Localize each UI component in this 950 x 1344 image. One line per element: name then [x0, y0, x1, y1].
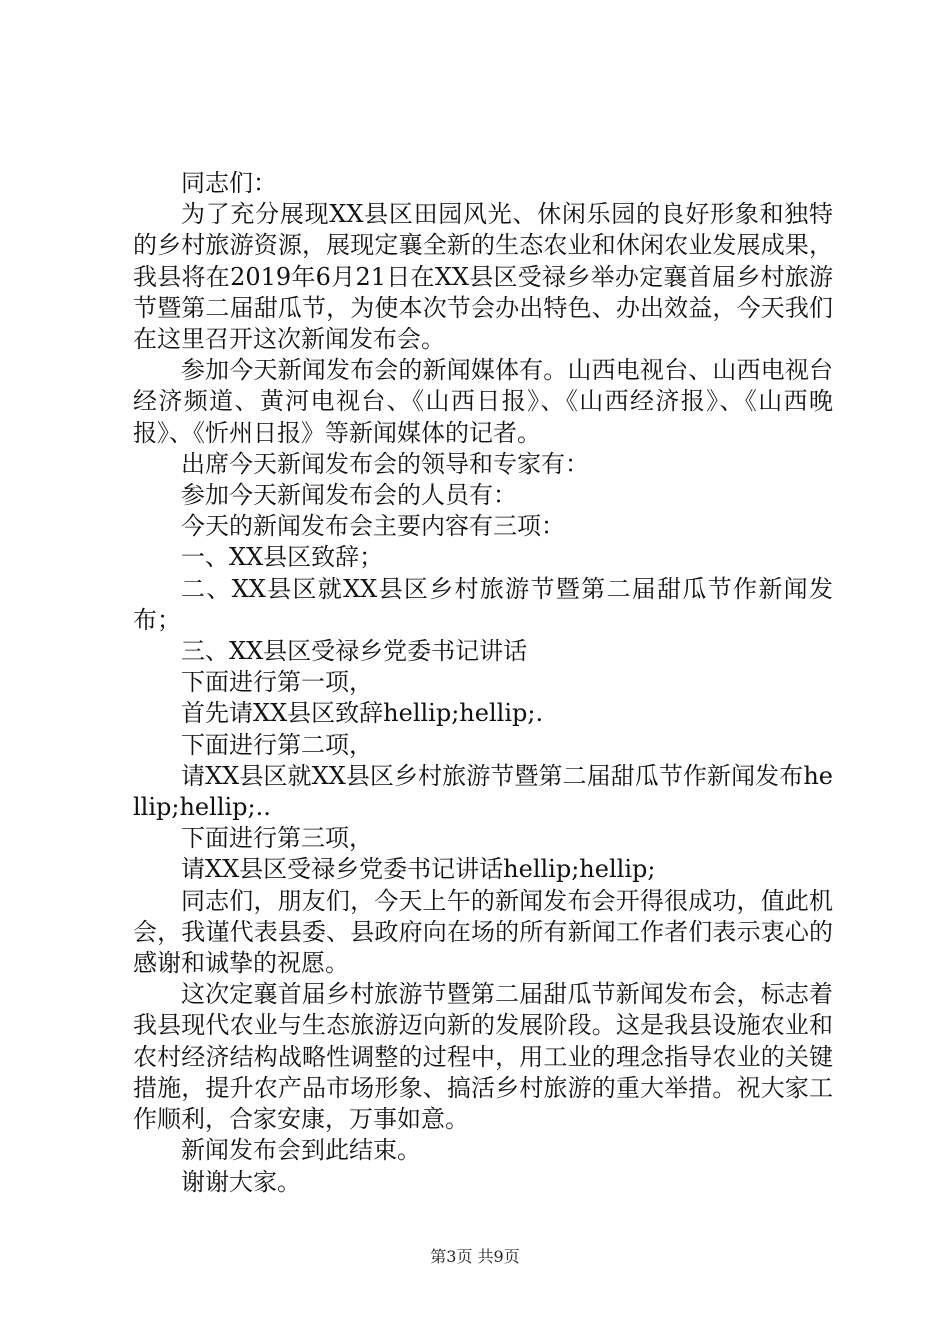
step-3-heading: 下面进行第三项，: [181, 824, 373, 853]
greeting-paragraph: 同志们：: [181, 169, 277, 197]
document-body: [133, 168, 833, 1198]
agenda-item-1: 一、XX县区致辞；: [181, 543, 384, 572]
thanks-paragraph: 同志们，朋友们，今天上午的新闻发布会开得很成功，值此机会，我谨代表县委、县政府向在场的所有新闻工作者们表示衷心的感谢和诚挚的祝愿。: [133, 886, 833, 978]
media-paragraph: 参加今天新闻发布会的新闻媒体有。山西电视台、山西电视台经济频道、黄河电视台、《山西日报》、《山西经济报》、《山西晚报》、《忻州日报》等新闻媒体的记者。: [133, 356, 833, 447]
attendees-paragraph: 参加今天新闻发布会的人员有：: [181, 481, 517, 510]
step-2-heading: 下面进行第二项，: [181, 730, 373, 759]
significance-paragraph: 这次定襄首届乡村旅游节暨第二届甜瓜节新闻发布会，标志着我县现代农业与生态旅游迈向新的发展阶段。这是我县设施农业和农村经济结构战略性调整的过程中，用工业的理念指导农业的关键措施，提升农产品市场形象、搞活乡村旅游的重大举措。祝大家工作顺利，合家安康，万事如意。: [133, 980, 833, 1134]
step-1-heading: 下面进行第一项，: [181, 668, 373, 697]
agenda-item-3: 三、XX县区受禄乡党委书记讲话: [181, 637, 528, 666]
agenda-intro-paragraph: 今天的新闻发布会主要内容有三项：: [181, 512, 565, 541]
leaders-paragraph: 出席今天新闻发布会的领导和专家有：: [181, 449, 589, 478]
step-1-text: 首先请XX县区致辞hellip;hellip;.: [181, 699, 544, 728]
page-number-footer: 第3页 共9页: [430, 1247, 520, 1266]
final-thanks-paragraph: 谢谢大家。: [181, 1167, 301, 1196]
agenda-item-2: 二、XX县区就XX县区乡村旅游节暨第二届甜瓜节作新闻发布；: [133, 574, 833, 634]
closing-paragraph: 新闻发布会到此结束。: [181, 1136, 421, 1165]
step-3-text: 请XX县区受禄乡党委书记讲话hellip;hellip;: [181, 855, 656, 884]
step-2-text: 请XX县区就XX县区乡村旅游节暨第二届甜瓜节作新闻发布hellip;hellip;..: [133, 761, 833, 822]
intro-paragraph: 为了充分展现XX县区田园风光、休闲乐园的良好形象和独特的乡村旅游资源，展现定襄全新的生态农业和休闲农业发展成果，我县将在2019年6月21日在XX县区受禄乡举办定襄首届乡村旅游节暨第二届甜瓜节，为使本次节会办出特色、办出效益，今天我们在这里召开这次新闻发布会。: [133, 200, 833, 354]
